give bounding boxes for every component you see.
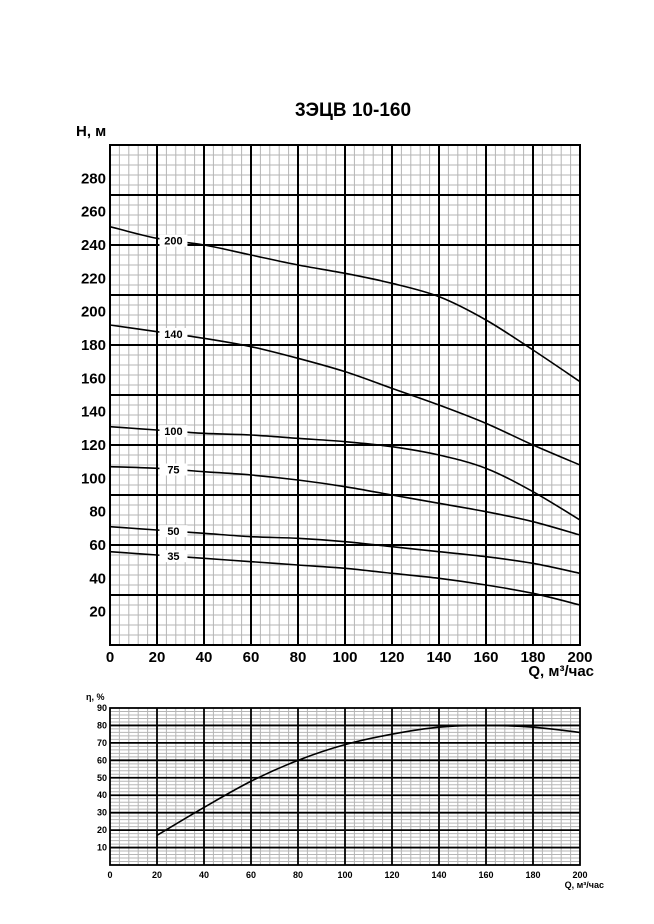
x-tick-label: 80	[292, 870, 304, 880]
y-tick-label: 20	[96, 825, 107, 836]
y-tick-label: 60	[89, 537, 106, 554]
x-tick-label: 40	[198, 870, 210, 880]
y-tick-label: 90	[96, 703, 107, 713]
y-tick-label: 40	[96, 790, 107, 801]
x-tick-label: 0	[107, 870, 113, 880]
y-tick-label: 40	[89, 570, 106, 588]
y-tick-label: 50	[96, 772, 107, 783]
curve-label-35: 35	[167, 551, 180, 564]
x-tick-label: 80	[289, 649, 307, 666]
y-tick-label: 200	[80, 303, 106, 321]
y-tick-label: 100	[80, 470, 106, 488]
y-tick-label: 70	[96, 737, 107, 748]
curve-label-75: 75	[167, 464, 180, 477]
x-tick-label: 160	[473, 649, 499, 666]
y-tick-label: 80	[96, 720, 107, 731]
head-chart	[76, 123, 594, 680]
x-tick-label: 20	[148, 649, 166, 666]
y-tick-label: 220	[80, 270, 106, 288]
x-tick-label: 20	[151, 870, 163, 880]
x-tick-label: 0	[105, 649, 115, 666]
curve-label-200: 200	[164, 235, 183, 248]
x-tick-label: 40	[195, 649, 213, 666]
x-tick-label: 60	[245, 870, 257, 880]
x-tick-label: 180	[520, 649, 546, 666]
y-tick-label: 120	[80, 437, 106, 454]
curve-label-50: 50	[167, 526, 180, 539]
x-tick-label: 60	[242, 649, 260, 666]
x-tick-label: 100	[332, 649, 358, 666]
x-tick-label: 160	[478, 870, 494, 880]
y-axis-label: η, %	[86, 692, 105, 702]
y-tick-label: 20	[89, 603, 106, 621]
x-tick-label: 200	[572, 870, 588, 880]
y-tick-label: 180	[80, 337, 106, 354]
x-tick-label: 100	[337, 870, 353, 880]
y-tick-label: 10	[96, 842, 107, 853]
x-axis-label: Q, м³/час	[528, 663, 594, 680]
x-tick-label: 140	[426, 649, 452, 666]
y-tick-label: 30	[96, 807, 107, 818]
y-tick-label: 280	[80, 170, 106, 188]
x-axis-label: Q, м³/час	[564, 880, 604, 890]
y-tick-label: 80	[89, 503, 106, 521]
x-tick-label: 200	[567, 649, 593, 666]
chart-title: 3ЭЦВ 10-160	[294, 100, 412, 121]
efficiency-curve	[157, 725, 580, 835]
y-axis-label: H, м	[76, 123, 107, 140]
efficiency-chart	[86, 692, 604, 890]
x-tick-label: 140	[431, 870, 447, 880]
y-tick-label: 60	[96, 755, 107, 766]
x-tick-label: 120	[384, 870, 400, 880]
y-tick-label: 140	[80, 403, 106, 421]
curve-label-100: 100	[164, 426, 183, 439]
x-tick-label: 120	[379, 649, 405, 666]
y-tick-label: 260	[80, 203, 106, 221]
y-tick-label: 160	[80, 370, 106, 388]
x-tick-label: 180	[525, 870, 541, 880]
y-tick-label: 240	[80, 237, 106, 254]
curve-label-140: 140	[164, 329, 183, 341]
